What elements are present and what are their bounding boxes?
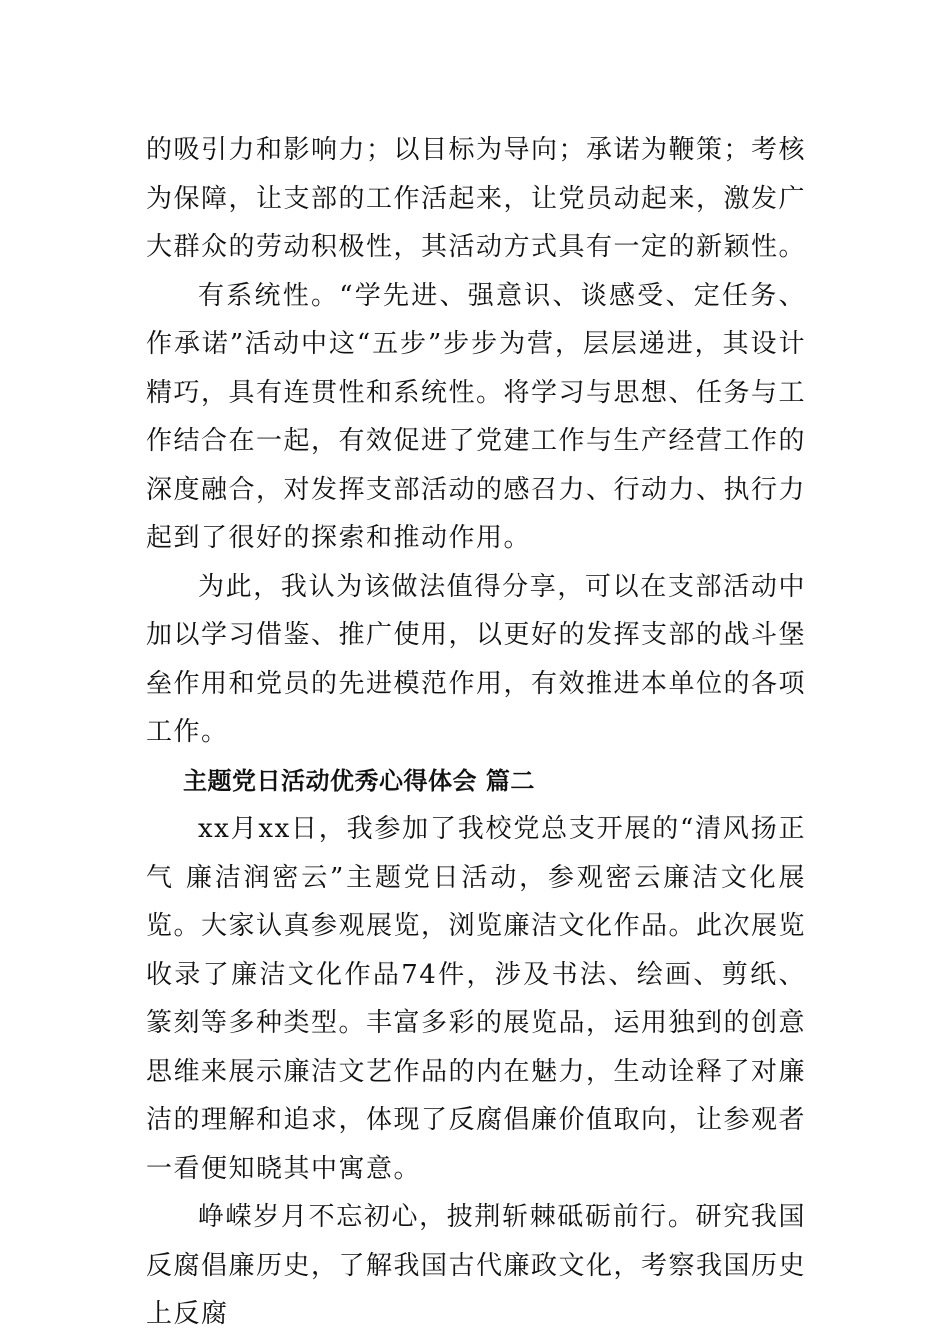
paragraph-history: 峥嵘岁月不忘初心，披荆斩棘砥砺前行。研究我国反腐倡廉历史，了解我国古代廉政文化，考察我国历史上反腐: [146, 1202, 807, 1329]
paragraph-conclusion: 为此，我认为该做法值得分享，可以在支部活动中加以学习借鉴、推广使用，以更好的发挥支部的战斗堡垒作用和党员的先进模范作用，有效推进本单位的各项工作。: [146, 571, 807, 747]
section-heading: 主题党日活动优秀心得体会 篇二: [183, 766, 535, 795]
paragraph-activity: xx月xx日，我参加了我校党总支开展的“清风扬正气 廉洁润密云”主题党日活动，参观密云廉洁文化展览。大家认真参观展览，浏览廉洁文化作品。此次展览收录了廉洁文化作品74件，涉及书法、绘画、剪纸、篆刻等多种类型。丰富多彩的展览品，运用独到的创意思维来展示廉洁文艺作品的内在魅力，生动诠释了对廉洁的理解和追求，体现了反腐倡廉价值取向，让参观者一看便知晓其中寓意。: [146, 814, 807, 1184]
paragraph-continuation: 的吸引力和影响力；以目标为导向；承诺为鞭策；考核为保障，让支部的工作活起来，让党员动起来，激发广大群众的劳动积极性，其活动方式具有一定的新颖性。: [146, 135, 807, 262]
paragraph-systematic: 有系统性。“学先进、强意识、谈感受、定任务、作承诺”活动中这“五步”步步为营，层层递进，其设计精巧，具有连贯性和系统性。将学习与思想、任务与工作结合在一起，有效促进了党建工作与生产经营工作的深度融合，对发挥支部活动的感召力、行动力、执行力起到了很好的探索和推动作用。: [146, 280, 807, 553]
document-body: [146, 126, 806, 1339]
